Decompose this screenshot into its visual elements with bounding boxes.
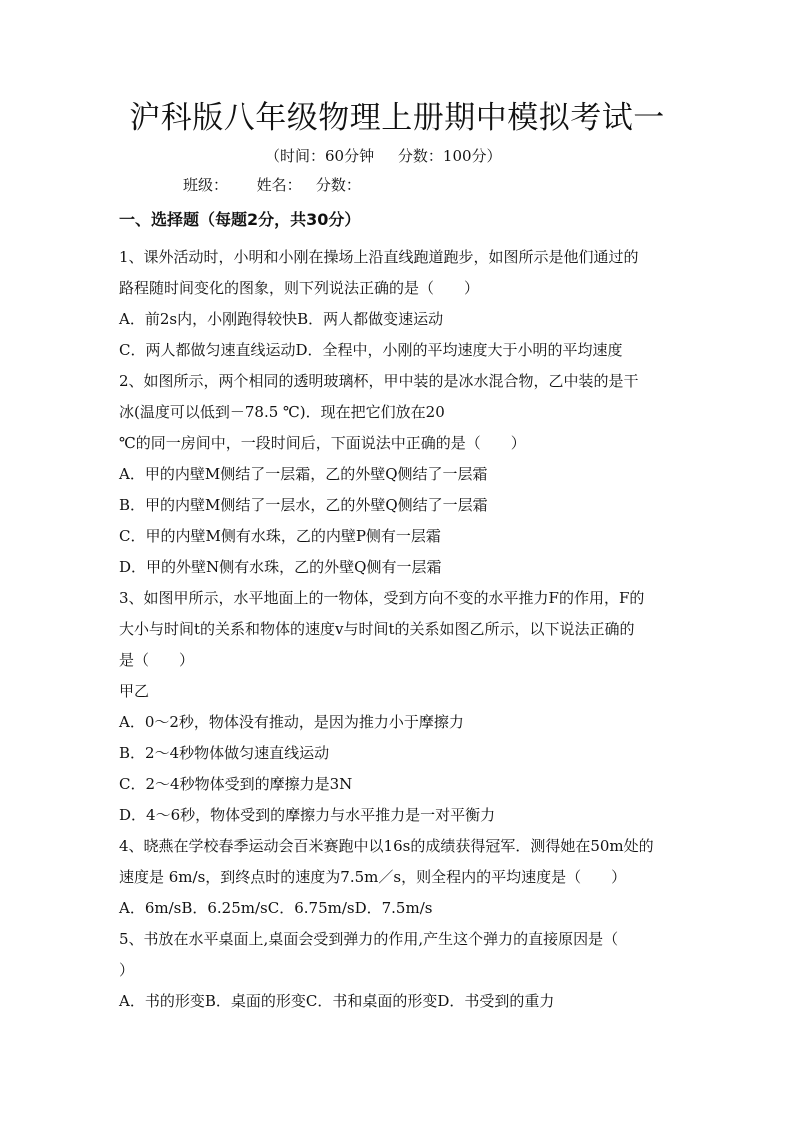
question-body (119, 242, 689, 1017)
student-info-line: 班级： 姓名： 分数： (183, 176, 361, 194)
q5-line-2: ） (119, 961, 135, 979)
q2-line-1: 2、如图所示，两个相同的透明玻璃杯，甲中装的是冰水混合物，乙中装的是干 (119, 372, 639, 390)
q4-line-1: 4、晓燕在学校春季运动会百米赛跑中以16s的成绩获得冠军．测得她在50m处的 (119, 837, 654, 855)
q1-line-2: 路程随时间变化的图象，则下列说法正确的是（ ） (119, 279, 480, 297)
q1-options-ab: A．前2s内，小刚跑得较快B．两人都做变速运动 (119, 310, 444, 328)
q1-options-cd: C．两人都做匀速直线运动D．全程中，小刚的平均速度大于小明的平均速度 (119, 341, 623, 359)
q2-line-2: 冰(温度可以低到－78.5 ℃)．现在把它们放在20 (119, 403, 445, 421)
q5-line-1: 5、书放在水平桌面上,桌面会受到弹力的作用,产生这个弹力的直接原因是（ (119, 930, 619, 948)
q2-option-c: C．甲的内壁M侧有水珠，乙的内壁P侧有一层霜 (119, 527, 441, 545)
q1-line-1: 1、课外活动时，小明和小刚在操场上沿直线跑道跑步，如图所示是他们通过的 (119, 248, 639, 266)
q3-line-2: 大小与时间t的关系和物体的速度v与时间t的关系如图乙所示，以下说法正确的 (119, 620, 635, 638)
q4-options: A．6m/sB．6.25m/sC．6.75m/sD．7.5m/s (119, 899, 433, 917)
q3-option-b: B．2～4秒物体做匀速直线运动 (119, 744, 330, 762)
q2-option-d: D．甲的外壁N侧有水珠，乙的外壁Q侧有一层霜 (119, 558, 442, 576)
q3-option-a: A．0～2秒，物体没有推动，是因为推力小于摩擦力 (119, 713, 464, 731)
q3-option-c: C．2～4秒物体受到的摩擦力是3N (119, 775, 353, 793)
q2-line-3: ℃的同一房间中，一段时间后，下面说法中正确的是（ ） (119, 434, 526, 452)
q3-option-d: D．4～6秒，物体受到的摩擦力与水平推力是一对平衡力 (119, 806, 496, 824)
exam-time-score: （时间：60分钟 分数：100分） (265, 147, 502, 165)
q3-line-1: 3、如图甲所示，水平地面上的一物体，受到方向不变的水平推力F的作用，F的 (119, 589, 645, 607)
q3-line-3: 是（ ） (119, 651, 195, 669)
q5-options: A．书的形变B．桌面的形变C．书和桌面的形变D．书受到的重力 (119, 992, 555, 1010)
q2-option-a: A．甲的内壁M侧结了一层霜，乙的外壁Q侧结了一层霜 (119, 465, 488, 483)
exam-title: 沪科版八年级物理上册期中模拟考试一 (129, 100, 665, 136)
section-heading-choice: 一、选择题（每题2分，共30分） (119, 210, 361, 229)
q4-line-2: 速度是 6m/s，到终点时的速度为7.5m／s，则全程内的平均速度是（ ） (119, 868, 627, 886)
q2-option-b: B．甲的内壁M侧结了一层水，乙的外壁Q侧结了一层霜 (119, 496, 488, 514)
q3-figure-label: 甲乙 (119, 682, 150, 700)
